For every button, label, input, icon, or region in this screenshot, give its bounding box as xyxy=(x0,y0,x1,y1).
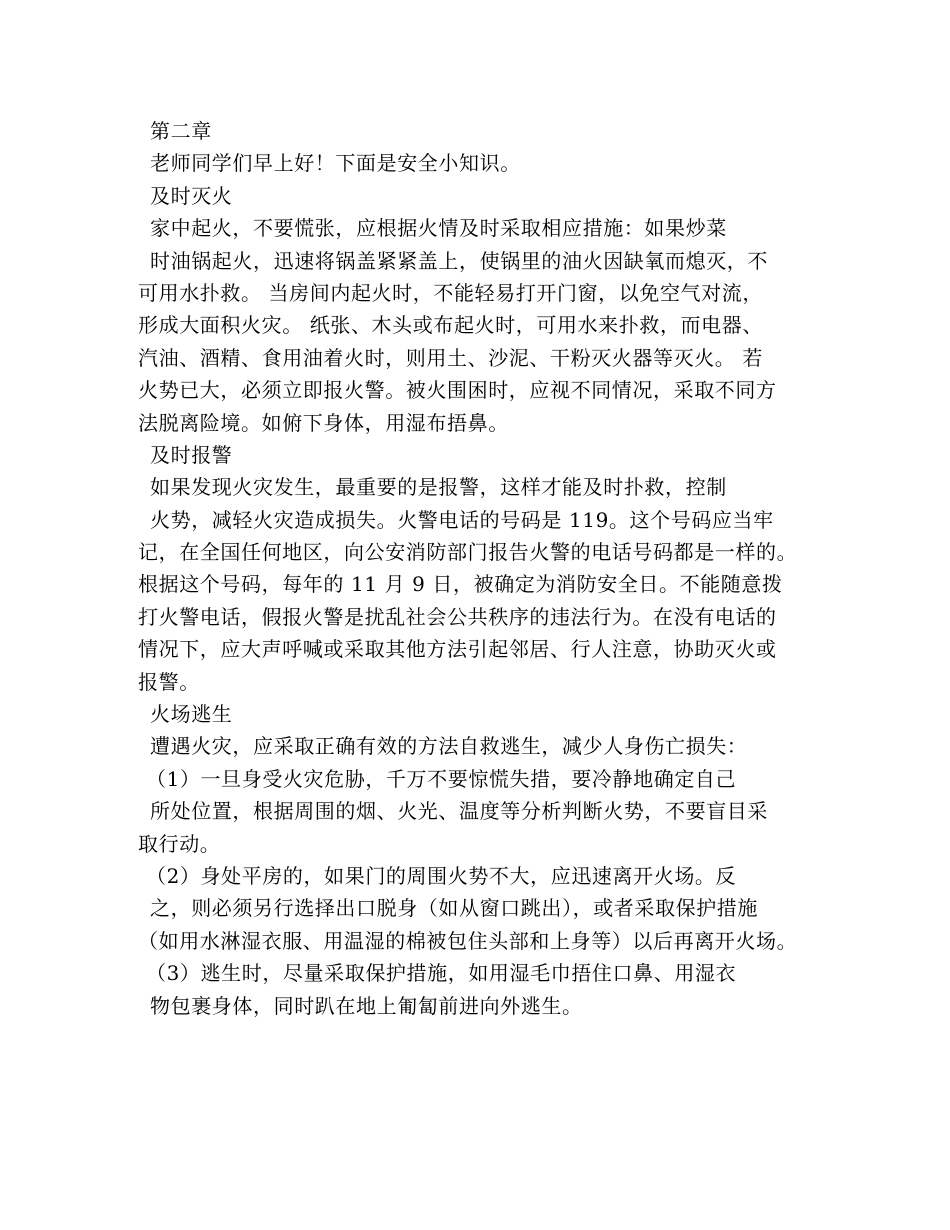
text-line: 打火警电话，假报火警是扰乱社会公共秩序的违法行为。在没有电话的 xyxy=(138,604,777,629)
text-line: 之，则必须另行选择出口脱身（如从窗口跳出），或者采取保护措施 xyxy=(150,896,758,921)
text-line: 火势，减轻火灾造成损失。火警电话的号码是 119。这个号码应当牢 xyxy=(150,507,774,532)
list-item-1: （1）一旦身受火灾危胁，千万不要惊慌失措，要冷静地确定自己 xyxy=(146,766,737,791)
section-heading-alarm: 及时报警 xyxy=(150,442,233,467)
text-line: 遭遇火灾，应采取正确有效的方法自救逃生，减少人身伤亡损失： xyxy=(150,734,748,759)
text-line: 可用水扑救。 当房间内起火时，不能轻易打开门窗，以免空气对流， xyxy=(138,280,763,305)
text-line: 记，在全国任何地区，向公安消防部门报告火警的电话号码都是一样的。 xyxy=(138,540,798,565)
text-line: 报警。 xyxy=(138,669,200,694)
chapter-heading: 第二章 xyxy=(150,119,212,143)
text-line: 根据这个号码，每年的 11 月 9 日，被确定为消防安全日。不能随意拨 xyxy=(138,572,783,597)
text-line: 情况下，应大声呼喊或采取其他方法引起邻居、行人注意，协助灭火或 xyxy=(138,637,777,662)
text-line: 取行动。 xyxy=(138,831,221,856)
section-heading-escape: 火场逃生 xyxy=(150,702,233,727)
document-body xyxy=(138,115,818,1022)
text-line: 火势已大，必须立即报火警。被火围困时，应视不同情况，采取不同方 xyxy=(138,378,777,403)
text-line: 形成大面积火灾。 纸张、木头或布起火时，可用水来扑救，而电器、 xyxy=(138,313,763,338)
text-line: 所处位置，根据周围的烟、火光、温度等分析判断火势，不要盲目采 xyxy=(150,799,768,824)
text-line: 如果发现火灾发生，最重要的是报警，这样才能及时扑救，控制 xyxy=(150,475,727,500)
list-item-2: （2）身处平房的，如果门的周围火势不大，应迅速离开火场。反 xyxy=(146,863,737,888)
section-heading-extinguish: 及时灭火 xyxy=(150,183,233,208)
greeting-line: 老师同学们早上好！下面是安全小知识。 xyxy=(150,151,521,176)
text-line: 法脱离险境。如俯下身体，用湿布捂鼻。 xyxy=(138,410,509,435)
list-item-3: （3）逃生时，尽量采取保护措施，如用湿毛巾捂住口鼻、用湿衣 xyxy=(146,961,737,986)
text-line: 物包裹身体，同时趴在地上匍匐前进向外逃生。 xyxy=(150,993,583,1018)
text-line: 时油锅起火，迅速将锅盖紧紧盖上，使锅里的油火因缺氧而熄灭，不 xyxy=(150,248,768,273)
text-line: （如用水淋湿衣服、用温湿的棉被包住头部和上身等）以后再离开火场。 xyxy=(138,928,798,953)
text-line: 家中起火，不要慌张，应根据火情及时采取相应措施：如果炒菜 xyxy=(150,216,727,241)
text-line: 汽油、酒精、食用油着火时，则用土、沙泥、干粉灭火器等灭火。 若 xyxy=(138,345,763,370)
